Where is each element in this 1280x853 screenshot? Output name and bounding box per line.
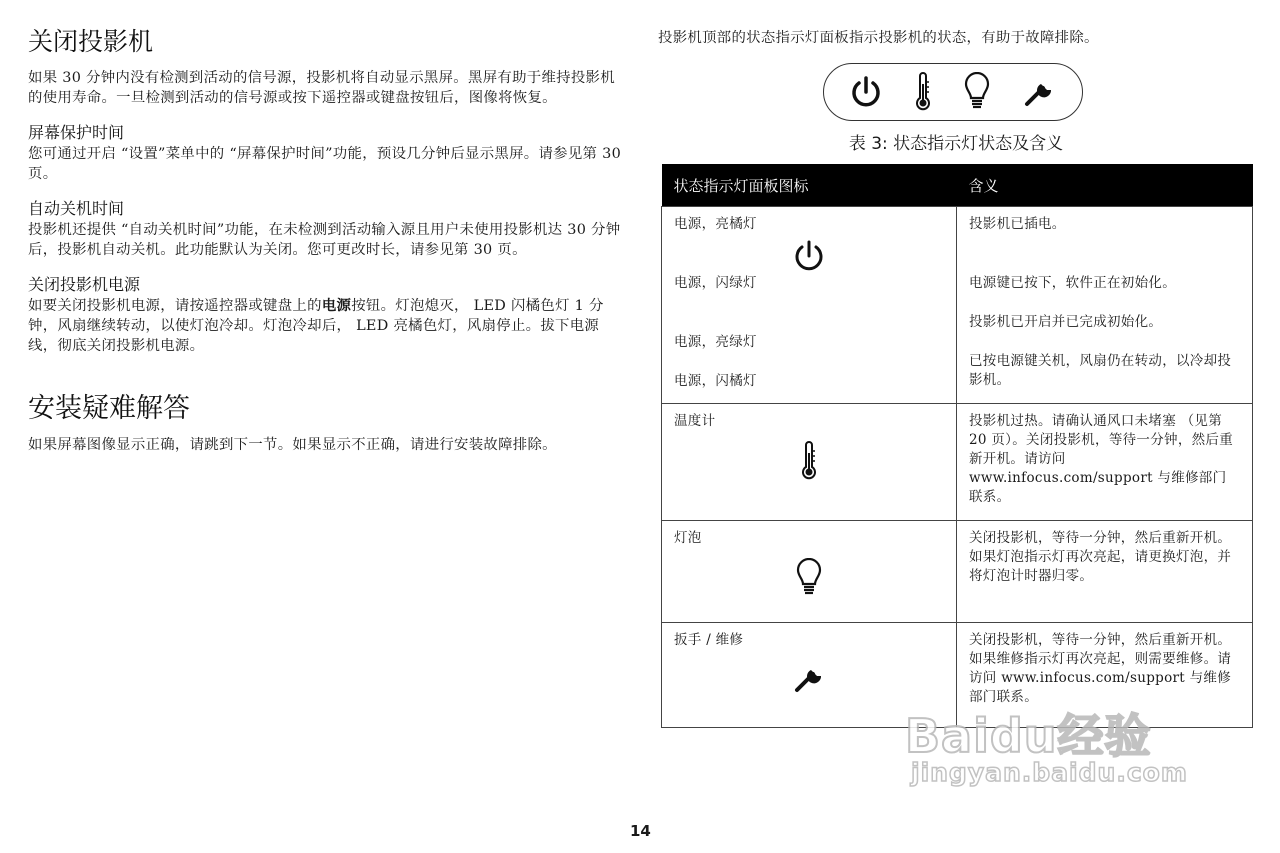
watermark-main: Baidu经验 <box>905 709 1152 763</box>
text-auto-power-off: 投影机还提供 “自动关机时间”功能，在未检测到活动输入源且用户未使用投影机达 30 分钟后，投影机自动关机。此功能默认为关闭。您可更改时长，请参见第 30 页。 <box>28 222 621 258</box>
subheading-screen-saver: 屏幕保护时间 <box>28 123 125 142</box>
status-light-panel <box>823 63 1083 121</box>
text-power-bold: 电源 <box>321 297 352 314</box>
power-meanings <box>957 207 1253 404</box>
intro-text: 投影机顶部的状态指示灯面板指示投影机的状态，有助于故障排除。 <box>658 30 1099 46</box>
page-number: 14 <box>630 822 651 840</box>
lamp-cell <box>662 521 957 623</box>
left-column <box>28 22 624 469</box>
power-state-1: 电源，亮橘灯 <box>674 216 757 232</box>
power-meaning-1: 投影机已插电。 <box>969 216 1066 232</box>
thermometer-label: 温度计 <box>674 413 716 429</box>
table-header-row <box>662 164 1253 207</box>
thermometer-cell <box>662 404 957 521</box>
table-row <box>662 521 1253 623</box>
subheading-auto-power-off: 自动关机时间 <box>28 199 125 218</box>
lamp-meaning: 关闭投影机，等待一分钟，然后重新开机。如果灯泡指示灯再次亮起，请更换灯泡，并将灯泡计时器归零。 <box>957 521 1253 623</box>
subheading-power-off: 关闭投影机电源 <box>28 275 141 294</box>
header-icon: 状态指示灯面板图标 <box>662 164 957 207</box>
section-screen-saver <box>28 122 624 184</box>
baidu-watermark <box>905 700 1205 800</box>
power-state-2: 电源，闪绿灯 <box>674 275 757 291</box>
wrench-icon <box>1021 74 1057 110</box>
thermometer-icon <box>674 441 944 481</box>
text-power-off-a: 如要关闭投影机电源，请按遥控器或键盘上的 <box>28 298 322 314</box>
table-row <box>662 207 1253 404</box>
section-auto-power-off <box>28 198 624 260</box>
lamp-bulb-icon <box>674 558 944 598</box>
power-meaning-3: 投影机已开启并已完成初始化。 <box>969 314 1163 330</box>
section-power-off <box>28 274 624 356</box>
power-icon <box>849 75 883 109</box>
text-screen-saver: 您可通过开启 “设置”菜单中的 “屏幕保护时间”功能，预设几分钟后显示黑屏。请参见第 30 页。 <box>28 146 622 182</box>
power-states <box>662 207 957 404</box>
paragraph-troubleshooting: 如果屏幕图像显示正确，请跳到下一节。如果显示不正确，请进行安装故障排除。 <box>28 437 557 453</box>
wrench-meaning: 关闭投影机，等待一分钟，然后重新开机。如果维修指示灯再次亮起，则需要维修。请访问 www.infocus.com/support 与维修部门联系。 <box>957 623 1253 728</box>
watermark-sub: jingyan.baidu.com <box>911 758 1188 787</box>
power-meaning-4: 已按电源键关机，风扇仍在转动，以冷却投影机。 <box>969 353 1232 388</box>
heading-troubleshooting: 安装疑难解答 <box>28 393 190 424</box>
lamp-bulb-icon <box>963 72 991 112</box>
thermometer-meaning: 投影机过热。请确认通风口未堵塞 （见第 20 页）。关闭投影机，等待一分钟，然后重新开机。请访问 www.infocus.com/support 与维修部门联系。 <box>957 404 1253 521</box>
power-state-4: 电源，闪橘灯 <box>674 373 757 389</box>
power-icon <box>792 239 826 279</box>
power-state-3: 电源，亮绿灯 <box>674 334 757 350</box>
text-power-off-b: 按钮。灯泡熄灭， LED 闪橘色灯 1 分钟，风扇继续转动，以使灯泡冷却。灯泡冷却后， LED 亮橘色灯，风扇停止。拔下电源线，彻底关闭投影机电源。 <box>28 298 604 354</box>
wrench-icon <box>674 660 944 696</box>
lamp-label: 灯泡 <box>674 530 702 546</box>
table-caption: 表 3: 状态指示灯状态及含义 <box>848 134 1064 154</box>
right-column <box>658 26 1254 728</box>
header-meaning: 含义 <box>957 164 1253 207</box>
text-power-off <box>28 296 624 356</box>
table-row <box>662 404 1253 521</box>
wrench-label: 扳手 / 维修 <box>674 632 744 648</box>
power-meaning-2: 电源键已按下，软件正在初始化。 <box>969 275 1176 291</box>
paragraph-shutdown: 如果 30 分钟内没有检测到活动的信号源，投影机将自动显示黑屏。黑屏有助于维持投影机的使用寿命。一旦检测到活动的信号源或按下遥控器或键盘按钮后，图像将恢复。 <box>28 70 615 106</box>
thermometer-icon <box>913 72 933 112</box>
heading-shutdown: 关闭投影机 <box>28 27 154 56</box>
status-table <box>661 164 1253 728</box>
